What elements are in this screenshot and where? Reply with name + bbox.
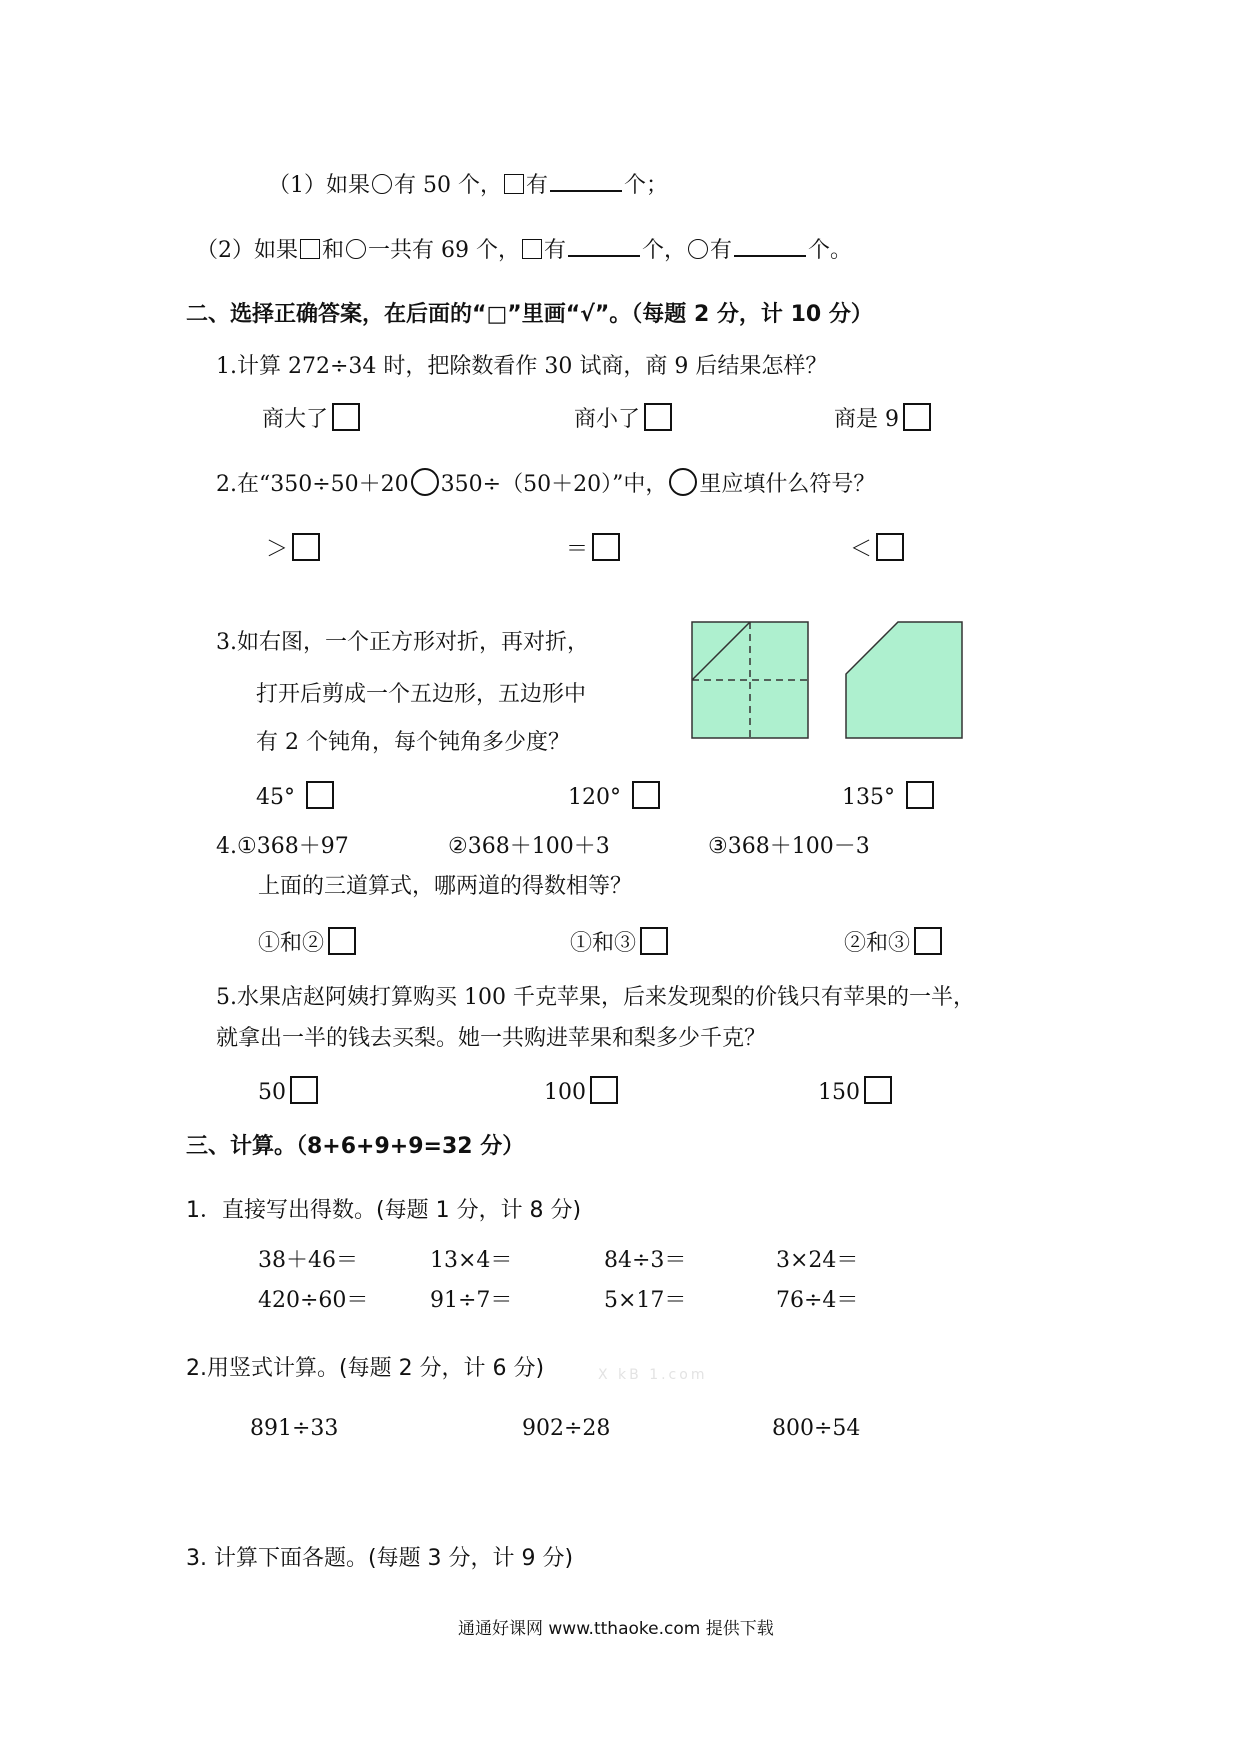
watermark-text: X kB 1.com (598, 1367, 708, 1383)
s2-q2-opt2: ＝ (566, 533, 620, 565)
section2-title: 二、选择正确答案，在后面的“□”里画“√”。（每题 2 分，计 10 分） (186, 302, 873, 327)
s2-q4-expr2: ②368＋100＋3 (448, 834, 610, 859)
s3-2-title: 2.用竖式计算。(每题 2 分，计 6 分) (186, 1356, 545, 1381)
calc-item: 5×17＝ (604, 1288, 687, 1313)
calc-item: 76÷4＝ (776, 1288, 859, 1313)
s2-q4-opt3: ②和③ (844, 927, 942, 959)
answer-checkbox[interactable] (332, 403, 360, 431)
s2-q2-opt3: ＜ (850, 533, 904, 565)
s2-q1-opt3: 商是 9 (834, 403, 931, 435)
answer-checkbox[interactable] (306, 781, 334, 809)
s2-q4-opt1: ①和② (258, 927, 356, 959)
s2-q3-line2: 打开后剪成一个五边形，五边形中 (256, 682, 587, 707)
circle-icon (372, 174, 392, 194)
q1-lead: （1）如果 (268, 173, 370, 198)
square-icon (300, 239, 320, 259)
q1-line: （1）如果 有 50 个， 有 个； (268, 168, 668, 201)
answer-checkbox[interactable] (640, 927, 668, 955)
calc-item: 84÷3＝ (604, 1248, 687, 1273)
s2-q4-expr3: ③368＋100－3 (708, 834, 870, 859)
s2-q1-text: 1.计算 272÷34 时，把除数看作 30 试商，商 9 后结果怎样？ (216, 354, 828, 379)
s2-q4-text: 上面的三道算式，哪两道的得数相等？ (258, 874, 633, 899)
s2-q3-opt1: 45° (256, 781, 334, 813)
s2-q3-opt2: 120° (568, 781, 660, 813)
s2-q2-text: 2.在“350÷50＋20 350÷（50＋20）”中， 里应填什么符号？ (216, 468, 875, 500)
calc-item: 3×24＝ (776, 1248, 859, 1273)
answer-checkbox[interactable] (644, 403, 672, 431)
answer-checkbox[interactable] (903, 403, 931, 431)
pentagon-shape (846, 622, 962, 738)
answer-checkbox[interactable] (590, 1076, 618, 1104)
s3-3-title: 3. 计算下面各题。(每题 3 分，计 9 分) (186, 1546, 574, 1571)
s2-q5-opt2: 100 (544, 1076, 618, 1108)
answer-checkbox[interactable] (906, 781, 934, 809)
circle-icon (411, 468, 439, 496)
answer-checkbox[interactable] (632, 781, 660, 809)
s2-q4-opt2: ①和③ (570, 927, 668, 959)
vertical-calc-item: 800÷54 (772, 1416, 861, 1441)
circle-icon (346, 239, 366, 259)
answer-checkbox[interactable] (292, 533, 320, 561)
s2-q2-opt1: ＞ (266, 533, 320, 565)
section3-title: 三、计算。（8+6+9+9=32 分） (186, 1134, 525, 1159)
calc-item: 420÷60＝ (258, 1288, 369, 1313)
answer-checkbox[interactable] (328, 927, 356, 955)
vertical-calc-item: 891÷33 (250, 1416, 339, 1441)
s2-q5-opt1: 50 (258, 1076, 318, 1108)
s2-q5-line1: 5.水果店赵阿姨打算购买 100 千克苹果，后来发现梨的价钱只有苹果的一半， (216, 985, 975, 1010)
s2-q3-line1: 3.如右图，一个正方形对折，再对折， (216, 630, 589, 655)
answer-blank[interactable] (568, 233, 640, 257)
s2-q1-opt1: 商大了 (262, 403, 360, 435)
calc-item: 38＋46＝ (258, 1248, 358, 1273)
square-icon (504, 174, 524, 194)
s2-q3-line3: 有 2 个钝角，每个钝角多少度？ (256, 730, 570, 755)
s2-q3-opt3: 135° (842, 781, 934, 813)
answer-checkbox[interactable] (592, 533, 620, 561)
s3-1-title: 1．直接写出得数。(每题 1 分，计 8 分) (186, 1198, 582, 1223)
s2-q1-opt2: 商小了 (574, 403, 672, 435)
answer-blank[interactable] (734, 233, 806, 257)
folded-square-figure (690, 620, 970, 742)
calc-item: 91÷7＝ (430, 1288, 513, 1313)
circle-icon (688, 239, 708, 259)
answer-checkbox[interactable] (290, 1076, 318, 1104)
answer-checkbox[interactable] (876, 533, 904, 561)
calc-item: 13×4＝ (430, 1248, 513, 1273)
s2-q5-line2: 就拿出一半的钱去买梨。她一共购进苹果和梨多少千克？ (216, 1026, 767, 1051)
answer-checkbox[interactable] (864, 1076, 892, 1104)
footer-text: 通通好课网 www.tthaoke.com 提供下载 (458, 1619, 774, 1639)
s2-q4-expr1: 4.①368＋97 (216, 834, 349, 859)
vertical-calc-item: 902÷28 (522, 1416, 611, 1441)
square-icon (522, 239, 542, 259)
s2-q5-opt3: 150 (818, 1076, 892, 1108)
answer-blank[interactable] (550, 168, 622, 192)
answer-checkbox[interactable] (914, 927, 942, 955)
q2-line: （2）如果 和 一共有 69 个， 有 个， 有 个。 (196, 233, 852, 266)
circle-icon (669, 468, 697, 496)
